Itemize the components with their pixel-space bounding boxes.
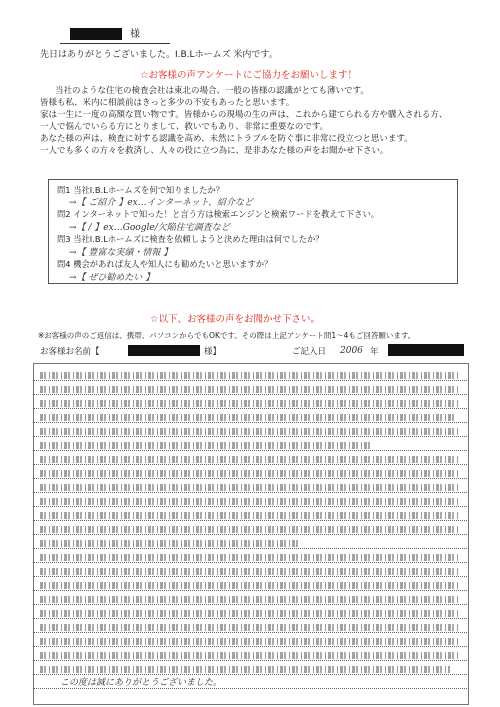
- question-2: 問2 インターネットで知った！と言う方は検索エンジンと検索ワードを教えて下さい。: [57, 209, 380, 219]
- answer-4[interactable]: →【 ぜひ勧めたい 】: [69, 273, 155, 283]
- intro-line: 当社のような住宅の検査会社は東北の場合、一般の皆様の認識がとても薄いです。: [55, 86, 369, 96]
- intro-line: 一人で悩んでいらる方にとりまして、救いでもあり、非常に重要なのです。: [40, 122, 329, 132]
- date-label: ご記入日: [292, 347, 327, 357]
- intro-line: 一人でも多くの方々を救済し、人々の役に立つ為に、是非あなた様の声をお聞かせ下さい。: [40, 146, 389, 156]
- name-underline: [60, 43, 170, 44]
- survey-request: ☆お客様の声アンケートにご協力をお願いします！: [140, 70, 357, 81]
- voice-request: ☆以下、お客様の声をお聞かせ下さい。: [150, 314, 321, 325]
- name-sama: 様】: [204, 347, 222, 357]
- year-label: 年: [370, 347, 379, 357]
- intro-line: あなた様の声は、検査に対する認識を高め、未然にトラブルを防ぐ事に非常に役立つと思います。: [40, 134, 413, 144]
- question-box: [48, 179, 458, 284]
- sama-label: 様: [130, 29, 140, 40]
- greeting: 先日はありがとうございました。I.B.Lホームズ 米内です。: [40, 50, 278, 60]
- name-label: お客様お名前【: [40, 347, 100, 357]
- reply-note: ※お客様の声のご返信は、携帯、パソコンからでもOKです。その際は上記アンケート問1～4もご回答願います。: [38, 331, 416, 340]
- question-3: 問3 当社I.B.Lホームズに検査を依頼しようと決めた理由は何でしたか？: [57, 234, 324, 244]
- answer-1[interactable]: →【 ご紹介 】ex…インターネット、紹介など: [69, 198, 254, 208]
- answer-2[interactable]: →【 / 】ex…Google/欠陥住宅調査など: [69, 223, 230, 233]
- redacted-date: [388, 344, 464, 356]
- question-1: 問1 当社I.B.Lホームズを何で知りましたか？: [57, 185, 225, 195]
- redacted-name-top: [70, 28, 122, 40]
- date-value[interactable]: 2006: [340, 346, 363, 356]
- intro-line: 家は一生に一度の高額な買い物です。皆様からの現場の生の声は、これから建てられる方や購入される方、: [40, 110, 448, 120]
- intro-line: 皆様も私、米内に相談前はきっと多少の不安もあったと思います。: [40, 98, 295, 108]
- answer-3[interactable]: →【 豊富な実績・情報 】: [69, 248, 173, 258]
- question-4: 問4 機会があれば友人や知人にも勧めたいと思いますか？: [57, 259, 273, 269]
- closing-line: この度は誠にありがとうございました。: [60, 678, 223, 688]
- redacted-name: [128, 345, 200, 356]
